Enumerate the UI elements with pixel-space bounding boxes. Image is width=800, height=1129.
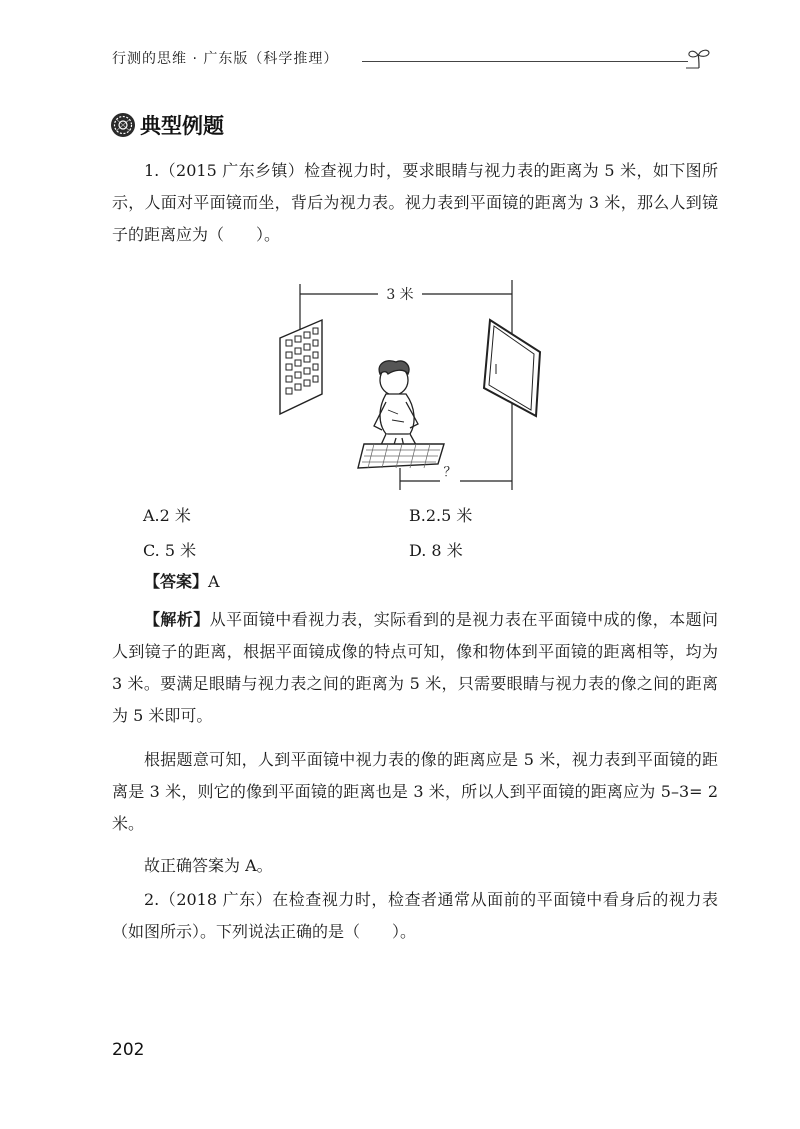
final-answer: 故正确答案为 A。 <box>144 856 273 875</box>
header-title: 行测的思维 · 广东版（科学推理） <box>112 51 339 67</box>
option-d: D. 8 米 <box>409 541 463 560</box>
analysis-paragraph <box>112 604 718 732</box>
page-number: 202 <box>112 1040 145 1060</box>
option-a: A.2 米 <box>143 506 191 525</box>
option-c: C. 5 米 <box>143 541 197 560</box>
page-header <box>112 46 712 76</box>
section-title: 典型例题 <box>140 114 224 138</box>
section-badge-icon <box>110 112 136 138</box>
eye-chart <box>280 320 322 414</box>
answer-tag: 【答案】 <box>144 572 209 591</box>
analysis-text: 从平面镜中看视力表，实际看到的是视力表在平面镜中成的像，本题问人到镜子的距离，根据平面镜成像的特点可知，像和物体到平面镜的距离相等，均为 3 米。要满足眼睛与视力表之间的距离为 5 米，只需要眼睛与视力表的像之间的距离为 5 米即可。 <box>112 610 718 725</box>
question-2-text: 2.（2018 广东）在检查视力时，检查者通常从面前的平面镜中看身后的视力表（如图所示）。下列说法正确的是（ ）。 <box>112 890 718 941</box>
top-distance-label: 3 米 <box>386 287 414 303</box>
answer-value: A <box>208 572 220 591</box>
analysis-continued: 根据题意可知，人到平面镜中视力表的像的距离应是 5 米，视力表到平面镜的距离是 3 米，则它的像到平面镜的距离也是 3 米，所以人到平面镜的距离应为 5–3= 2 米。 <box>112 750 718 833</box>
header-rule <box>362 61 688 62</box>
option-b: B.2.5 米 <box>409 506 473 525</box>
mirror-eye-test-figure <box>270 278 550 496</box>
floor-platform <box>358 444 444 468</box>
sprout-icon <box>686 46 712 70</box>
bottom-distance-label: ？ <box>443 465 457 480</box>
question-1-text: 1.（2015 广东乡镇）检查视力时，要求眼睛与视力表的距离为 5 米，如下图所示，人面对平面镜而坐，背后为视力表。视力表到平面镜的距离为 3 米，那么人到镜子的距离应为（ ）。 <box>112 161 718 244</box>
analysis-tag: 【解析】 <box>144 610 210 629</box>
answer-line <box>112 566 718 598</box>
mirror <box>484 320 540 416</box>
